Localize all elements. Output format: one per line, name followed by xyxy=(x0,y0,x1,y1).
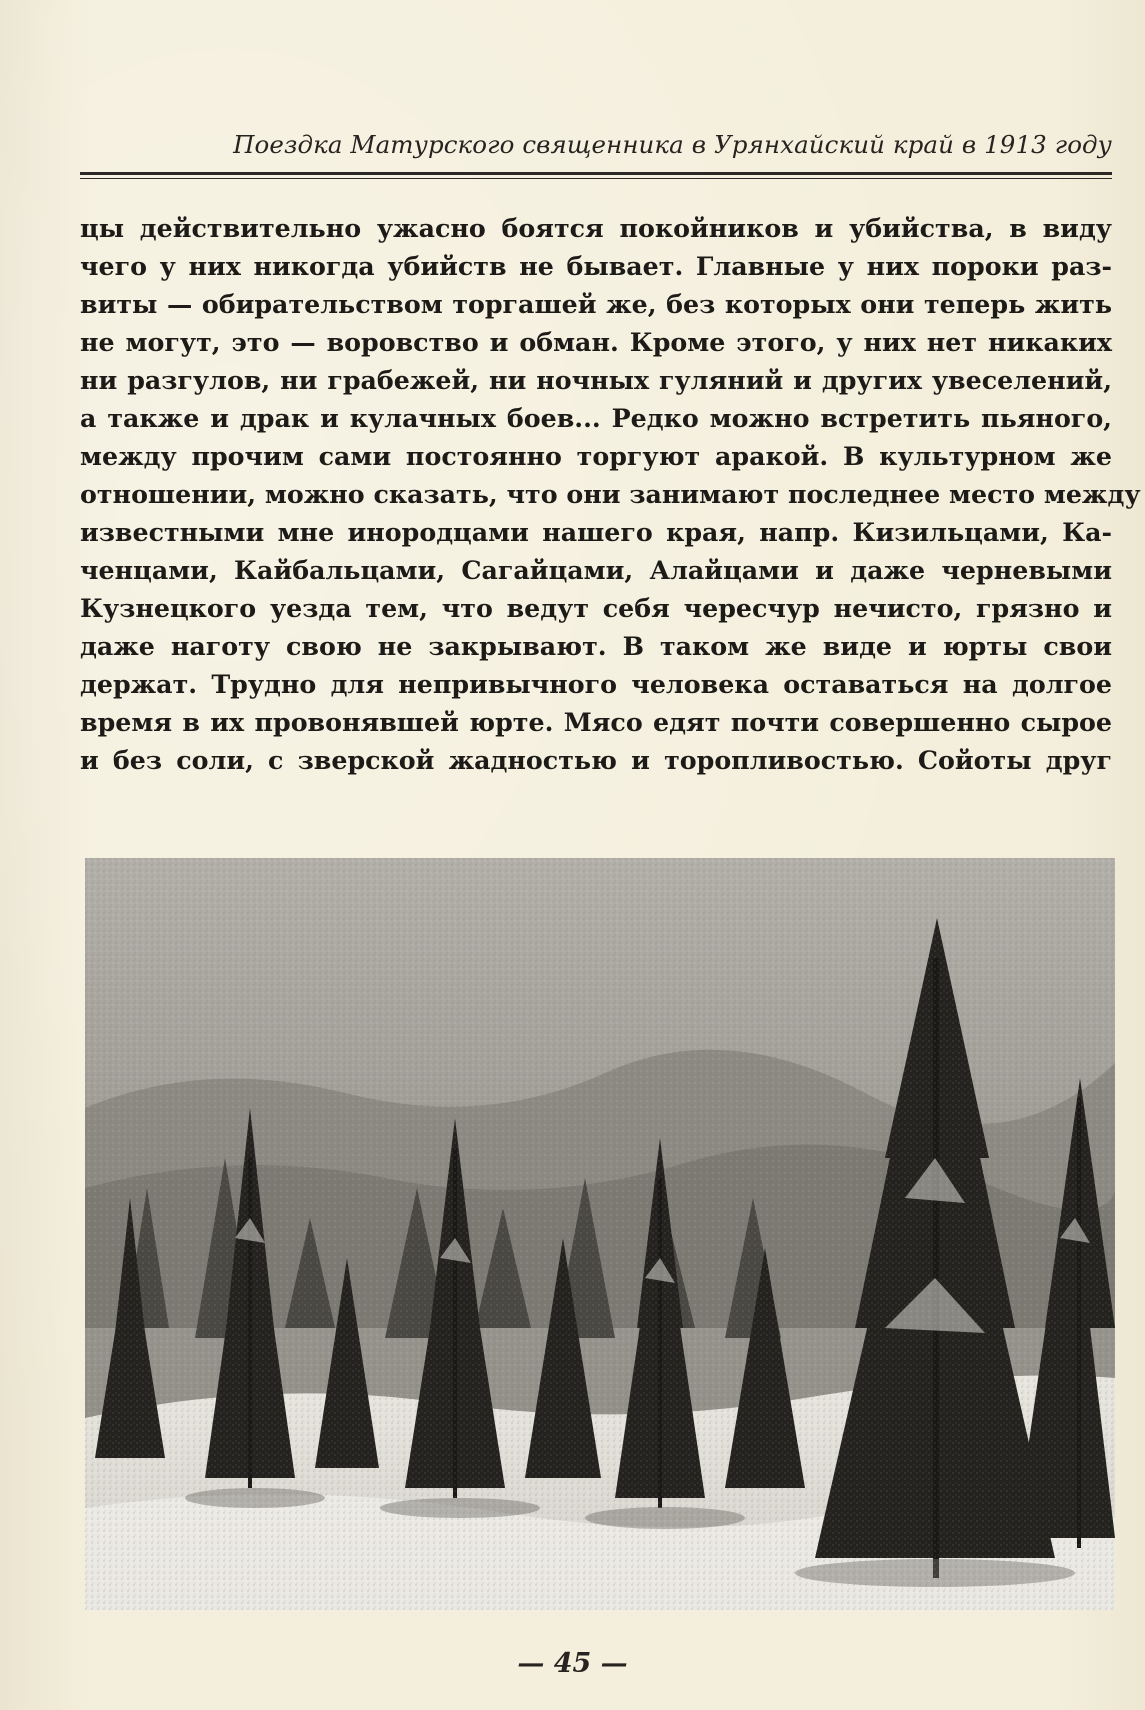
body-text xyxy=(80,209,1141,779)
text-line-15: и без соли, с зверской жадностью и торопливостью. Сойоты друг xyxy=(80,745,1112,775)
text-line-10: ченцами, Кайбальцами, Сагайцами, Алайцами и даже черневыми xyxy=(80,555,1112,585)
text-line-12: даже наготу свою не закрывают. В таком же виде и юрты свои xyxy=(80,631,1112,661)
running-title: Поездка Матурского священника в Урянхайский край в 1913 году xyxy=(233,130,1112,159)
text-line-2: чего у них никогда убийств не бывает. Главные у них пороки раз- xyxy=(80,251,1112,281)
header-rule-thin xyxy=(80,178,1112,179)
text-line-5: ни разгулов, ни грабежей, ни ночных гуляний и других увеселений, xyxy=(80,365,1112,395)
text-line-4: не могут, это — воровство и обман. Кроме этого, у них нет никаких xyxy=(80,327,1112,357)
text-line-7: между прочим сами постоянно торгуют аракой. В культурном же xyxy=(80,441,1112,471)
forest-photo xyxy=(85,858,1115,1610)
text-line-1: цы действительно ужасно боятся покойников и убийства, в виду xyxy=(80,213,1112,243)
text-line-9: известными мне инородцами нашего края, напр. Кизильцами, Ка- xyxy=(80,517,1112,547)
text-line-13: держат. Трудно для непривычного человека оставаться на долгое xyxy=(80,669,1112,699)
page-number: — 45 — xyxy=(517,1648,628,1679)
text-line-8: отношении, можно сказать, что они занимают последнее место между xyxy=(80,479,1141,509)
header-rule-thick xyxy=(80,172,1112,175)
text-line-11: Кузнецкого уезда тем, что ведут себя чересчур нечисто, грязно и xyxy=(80,593,1112,623)
forest-photo-image xyxy=(85,858,1115,1610)
text-line-3: виты — обирательством торгашей же, без которых они теперь жить xyxy=(80,289,1112,319)
text-line-6: а также и драк и кулачных боев... Редко можно встретить пьяного, xyxy=(80,403,1112,433)
text-line-14: время в их провонявшей юрте. Мясо едят почти совершенно сырое xyxy=(80,707,1112,737)
